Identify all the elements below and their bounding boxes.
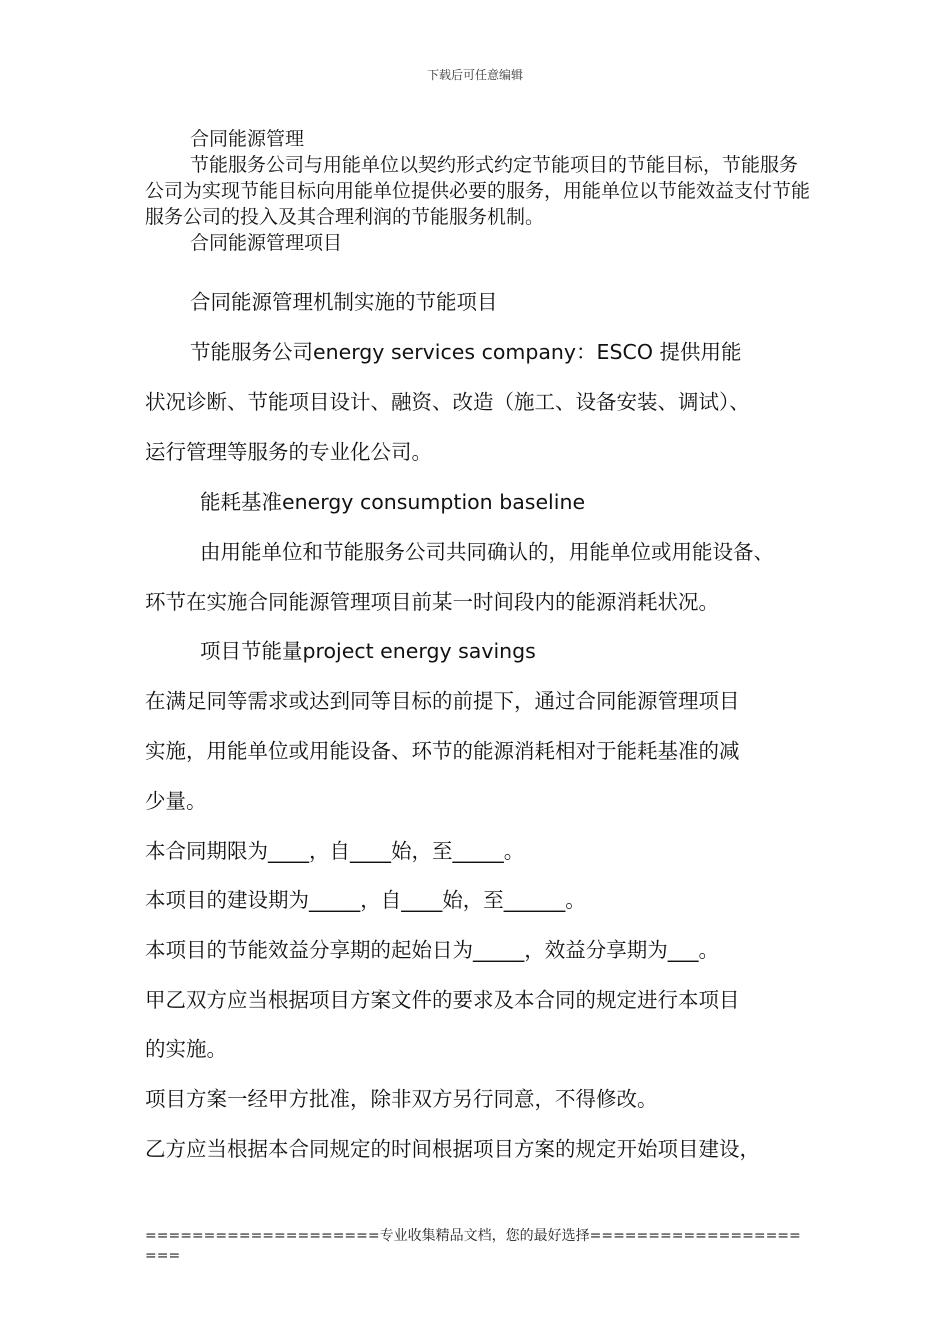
doc-line-6: 由用能单位和节能服务公司共同确认的，用能单位或用能设备、 xyxy=(200,540,774,564)
doc-line-18: 乙方应当根据本合同规定的时间根据项目方案的规定开始项目建设， xyxy=(145,1137,760,1161)
doc-line-10: 实施，用能单位或用能设备、环节的能源消耗相对于能耗基准的减 xyxy=(145,739,740,763)
doc-line-4: 运行管理等服务的专业化公司。 xyxy=(145,440,432,464)
doc-line-11: 少量。 xyxy=(145,789,207,813)
heading-contract-energy-management: 合同能源管理 xyxy=(190,128,305,150)
doc-line-1: 合同能源管理机制实施的节能项目 xyxy=(190,290,498,314)
doc-line-15: 甲乙双方应当根据项目方案文件的要求及本合同的规定进行本项目 xyxy=(145,988,740,1012)
definition-paragraph: 节能服务公司与用能单位以契约形式约定节能项目的节能目标，节能服务公司为实现节能目标向用能单位提供必要的服务，用能单位以节能效益支付节能服务公司的投入及其合理利润的节能服务机制。 xyxy=(145,154,811,228)
doc-line-3: 状况诊断、节能项目设计、融资、改造（施工、设备安装、调试）、 xyxy=(145,390,750,414)
document-intro xyxy=(145,126,815,256)
doc-line-5: 能耗基准energy consumption baseline xyxy=(200,490,586,514)
doc-line-2: 节能服务公司energy services company：ESCO 提供用能 xyxy=(190,340,742,364)
doc-line-7: 环节在实施合同能源管理项目前某一时间段内的能源消耗状况。 xyxy=(145,590,719,614)
doc-line-16: 的实施。 xyxy=(145,1037,227,1061)
doc-line-12: 本合同期限为____，自____始，至_____。 xyxy=(145,839,525,863)
doc-line-9: 在满足同等需求或达到同等目标的前提下，通过合同能源管理项目 xyxy=(145,689,740,713)
heading-contract-energy-project: 合同能源管理项目 xyxy=(190,232,343,254)
page-header-note: 下载后可任意编辑 xyxy=(426,68,523,82)
page-footer-note: ====================专业收集精品文档，您的最好选择===================== xyxy=(145,1228,801,1264)
doc-line-14: 本项目的节能效益分享期的起始日为_____，效益分享期为___。 xyxy=(145,938,719,962)
doc-line-13: 本项目的建设期为_____，自____始，至______。 xyxy=(145,888,586,912)
doc-line-8: 项目节能量project energy savings xyxy=(200,639,536,663)
doc-line-17: 项目方案一经甲方批准，除非双方另行同意，不得修改。 xyxy=(145,1087,658,1111)
